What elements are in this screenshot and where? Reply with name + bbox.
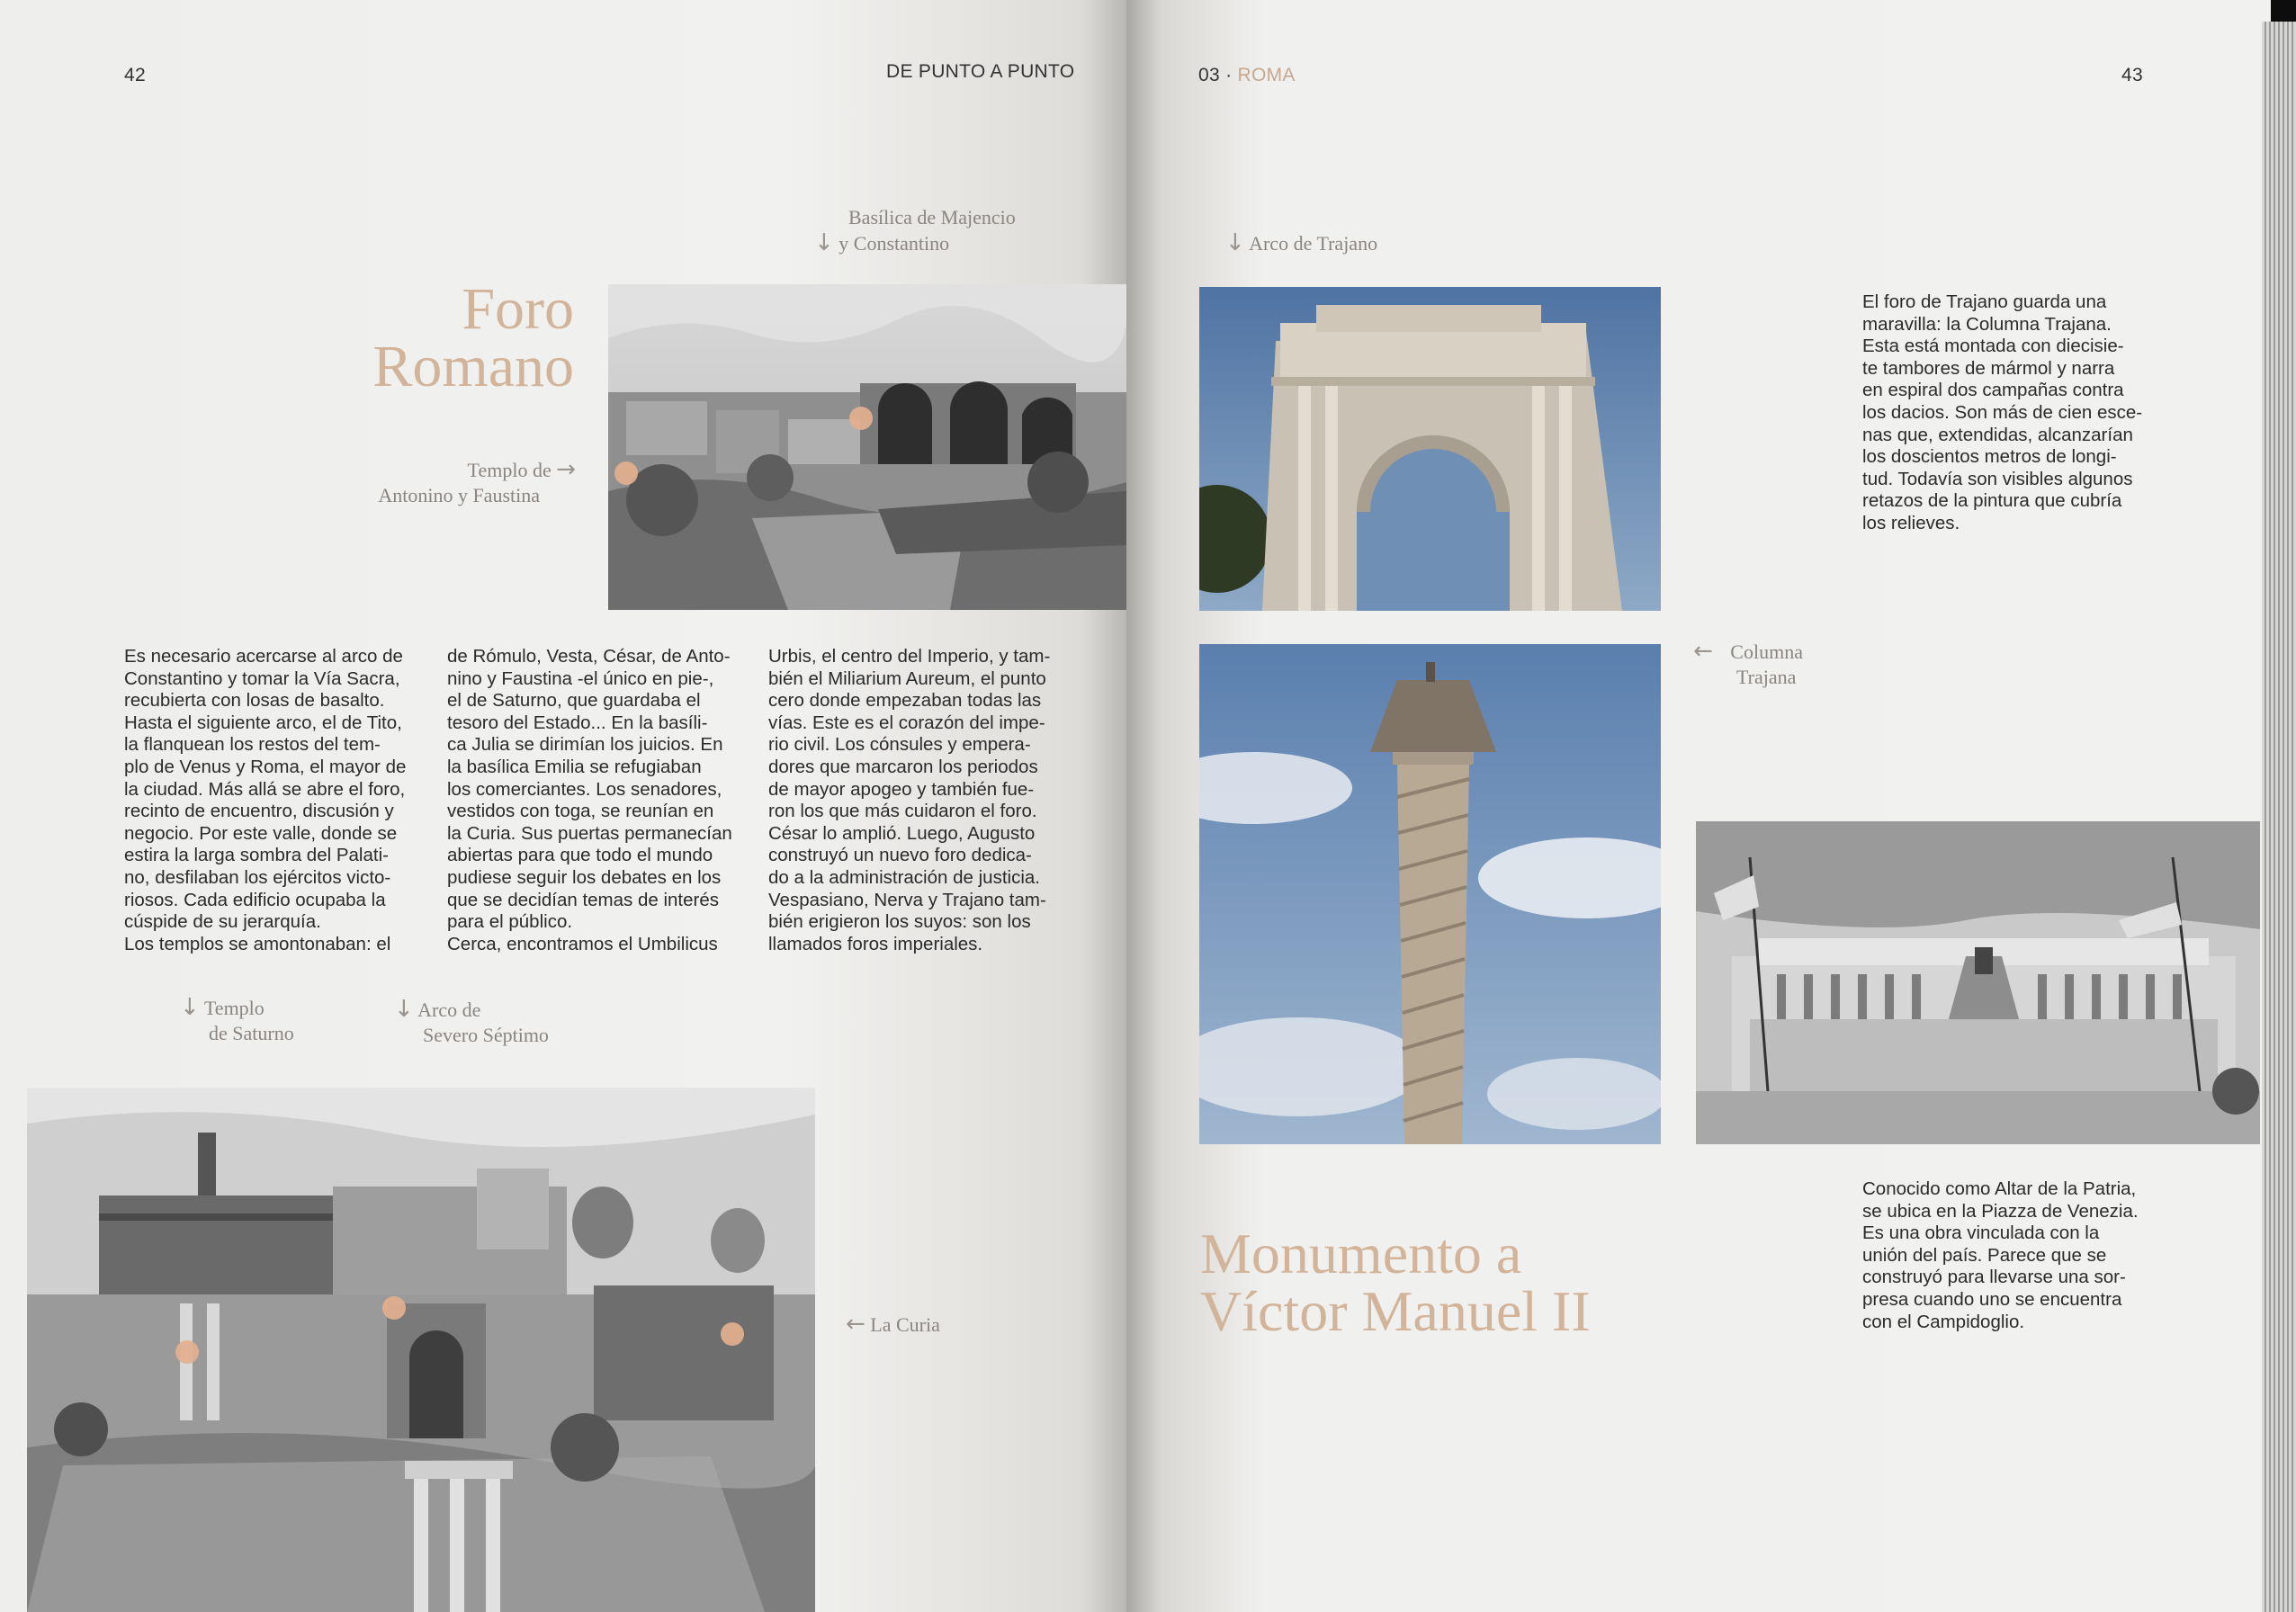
arrow-down-icon: ↓ bbox=[814, 229, 834, 256]
title-line: Víctor Manuel II bbox=[1200, 1279, 1591, 1343]
text-line: bién el Miliarium Aureum, el punto bbox=[768, 667, 1046, 689]
arrow-down-icon: ↓ bbox=[180, 994, 200, 1021]
caption-templo-antonino bbox=[324, 457, 576, 508]
text-line: ron los que más cuidaron el foro. bbox=[768, 801, 1037, 822]
text-line: Vespasiano, Nerva y Trajano tam- bbox=[768, 889, 1046, 910]
caption-templo-saturno bbox=[180, 995, 294, 1046]
text-line: recinto de encuentro, discusión y bbox=[124, 801, 394, 822]
caption-basilica-majencio bbox=[814, 205, 1016, 256]
text-line: Urbis, el centro del Imperio, y tam- bbox=[768, 646, 1051, 667]
text-line: maravilla: la Columna Trajana. bbox=[1862, 313, 2112, 335]
caption-line: Templo de bbox=[467, 459, 552, 481]
column-illustration bbox=[1199, 644, 1661, 1144]
text-line: de Rómulo, Vesta, César, de Anto- bbox=[447, 646, 731, 667]
title-line: Monumento a bbox=[1200, 1222, 1522, 1285]
section-name: ROMA bbox=[1237, 65, 1296, 85]
text-line: riosos. Cada edificio ocupaba la bbox=[124, 889, 386, 910]
altar-text bbox=[1862, 1178, 2161, 1333]
text-line: el de Saturno, que guardaba el bbox=[447, 690, 701, 712]
marker-dot-icon bbox=[614, 461, 638, 485]
caption-line: Antonino y Faustina bbox=[378, 484, 540, 506]
page-title-monumento bbox=[1200, 1222, 1591, 1343]
text-line: los dacios. Son más de cien esce- bbox=[1862, 401, 2143, 423]
text-line: Es una obra vinculada con la bbox=[1862, 1222, 2100, 1244]
text-line: nas que, extendidas, alcanzarían bbox=[1862, 424, 2133, 445]
arrow-right-icon: → bbox=[556, 456, 576, 483]
page-number-left: 42 bbox=[124, 65, 146, 85]
text-line: tud. Todavía son visibles algunos bbox=[1862, 468, 2133, 489]
text-line: construyó para llevarse una sor- bbox=[1862, 1267, 2126, 1288]
photo-foro-panorama bbox=[27, 1088, 815, 1612]
body-column-1 bbox=[124, 646, 414, 955]
caption-la-curia bbox=[846, 1312, 940, 1338]
foro-panorama-illustration bbox=[27, 1088, 815, 1612]
marker-dot-icon bbox=[721, 1322, 744, 1346]
text-line: do a la administración de justicia. bbox=[768, 866, 1040, 888]
text-line: abiertas para que todo el mundo bbox=[447, 845, 713, 866]
page-title-foro-romano bbox=[270, 276, 574, 399]
section-header bbox=[1198, 65, 1296, 86]
text-line: para el público. bbox=[447, 911, 573, 933]
arch-illustration bbox=[1199, 287, 1661, 611]
text-line: los doscientos metros de longi- bbox=[1862, 446, 2117, 468]
text-line: César lo amplió. Luego, Augusto bbox=[768, 822, 1036, 844]
text-line: Conocido como Altar de la Patria, bbox=[1862, 1178, 2137, 1199]
right-page bbox=[1126, 0, 2271, 1612]
marker-dot-icon bbox=[849, 407, 873, 430]
text-line: no, desfilaban los ejércitos victo- bbox=[124, 866, 391, 888]
vittoriano-illustration bbox=[1696, 821, 2260, 1144]
page-stack-edge bbox=[2262, 22, 2296, 1612]
caption-line: Basílica de Majencio bbox=[848, 206, 1016, 228]
text-line: recubierta con losas de basalto. bbox=[124, 690, 385, 712]
text-line: ca Julia se dirimían los juicios. En bbox=[447, 734, 723, 756]
title-line: Romano bbox=[372, 334, 574, 399]
arrow-left-icon: ← bbox=[846, 1311, 865, 1338]
text-line: con el Campidoglio. bbox=[1862, 1311, 2025, 1332]
caption-line: de Saturno bbox=[209, 1022, 294, 1044]
text-line: se ubica en la Piazza de Venezia. bbox=[1862, 1200, 2139, 1222]
photo-arco-trajano bbox=[1199, 287, 1661, 611]
caption-arco-severo bbox=[394, 997, 549, 1048]
text-line: cúspide de su jerarquía. bbox=[124, 911, 321, 933]
trajano-text bbox=[1862, 291, 2161, 535]
text-line: presa cuando uno se encuentra bbox=[1862, 1288, 2122, 1310]
caption-line: Arco de bbox=[417, 999, 481, 1021]
caption-columna-trajana bbox=[1693, 639, 1803, 690]
text-line: los relieves. bbox=[1862, 512, 1960, 533]
text-line: plo de Venus y Roma, el mayor de bbox=[124, 756, 407, 777]
text-line: pudiese seguir los debates en los bbox=[447, 866, 722, 888]
text-line: El foro de Trajano guarda una bbox=[1862, 291, 2107, 312]
section-number: 03 · bbox=[1198, 65, 1238, 85]
caption-line: Arco de Trajano bbox=[1249, 232, 1378, 255]
page-number-right: 43 bbox=[2121, 65, 2143, 85]
text-line: la basílica Emilia se refugiaban bbox=[447, 756, 702, 777]
text-line: Es necesario acercarse al arco de bbox=[124, 646, 403, 667]
title-line: Foro bbox=[462, 276, 574, 342]
text-line: negocio. Por este valle, donde se bbox=[124, 822, 398, 844]
text-line: Esta está montada con diecisie- bbox=[1862, 336, 2124, 357]
caption-line: Severo Séptimo bbox=[423, 1024, 549, 1046]
text-line: Constantino y tomar la Vía Sacra, bbox=[124, 667, 400, 689]
text-line: estira la larga sombra del Palati- bbox=[124, 845, 389, 866]
text-line: vestidos con toga, se reunían en bbox=[447, 801, 714, 822]
text-line: rio civil. Los cónsules y empera- bbox=[768, 734, 1031, 756]
text-line: te tambores de mármol y narra bbox=[1862, 357, 2115, 379]
photo-foro-romano bbox=[608, 284, 1126, 610]
arrow-down-icon: ↓ bbox=[1225, 229, 1245, 256]
arrow-left-icon: ← bbox=[1693, 638, 1713, 665]
text-line: la Curia. Sus puertas permanecían bbox=[447, 822, 732, 844]
text-line: Cerca, encontramos el Umbilicus bbox=[447, 933, 718, 954]
text-line: construyó un nuevo foro dedica- bbox=[768, 845, 1032, 866]
text-line: unión del país. Parece que se bbox=[1862, 1244, 2107, 1266]
text-line: la flanquean los restos del tem- bbox=[124, 734, 381, 756]
text-line: retazos de la pintura que cubría bbox=[1862, 490, 2122, 512]
text-line: cero donde empezaban todas las bbox=[768, 690, 1042, 712]
left-page bbox=[0, 0, 1126, 1612]
running-head: DE PUNTO A PUNTO bbox=[886, 61, 1075, 82]
text-line: nino y Faustina -el único en pie-, bbox=[447, 667, 714, 689]
photo-columna-trajana bbox=[1199, 644, 1661, 1144]
foro-landscape-illustration bbox=[608, 284, 1126, 610]
text-line: Los templos se amontonaban: el bbox=[124, 933, 391, 954]
arrow-down-icon: ↓ bbox=[394, 996, 414, 1023]
caption-line: La Curia bbox=[870, 1313, 940, 1336]
marker-dot-icon bbox=[175, 1340, 199, 1364]
text-line: vías. Este es el corazón del impe- bbox=[768, 712, 1045, 733]
text-line: los comerciantes. Los senadores, bbox=[447, 778, 722, 800]
caption-line: y Constantino bbox=[839, 232, 950, 255]
photo-monumento-vittoriano bbox=[1696, 821, 2260, 1144]
text-line: en espiral dos campañas contra bbox=[1862, 380, 2124, 401]
caption-arco-trajano bbox=[1225, 230, 1377, 256]
text-line: llamados foros imperiales. bbox=[768, 933, 983, 954]
marker-dot-icon bbox=[382, 1296, 406, 1320]
text-line: que se decidían temas de interés bbox=[447, 889, 719, 910]
text-line: la ciudad. Más allá se abre el foro, bbox=[124, 778, 406, 800]
text-line: bién erigieron los suyos: son los bbox=[768, 911, 1031, 933]
caption-line: Templo bbox=[203, 997, 265, 1019]
text-line: dores que marcaron los periodos bbox=[768, 756, 1038, 777]
text-line: de mayor apogeo y también fue- bbox=[768, 778, 1035, 800]
caption-line: Columna bbox=[1730, 640, 1803, 663]
body-column-3 bbox=[768, 646, 1054, 955]
body-column-2 bbox=[447, 646, 737, 955]
text-line: Hasta el siguiente arco, el de Tito, bbox=[124, 712, 402, 733]
text-line: tesoro del Estado... En la basíli- bbox=[447, 712, 708, 733]
caption-line: Trajana bbox=[1736, 666, 1797, 688]
